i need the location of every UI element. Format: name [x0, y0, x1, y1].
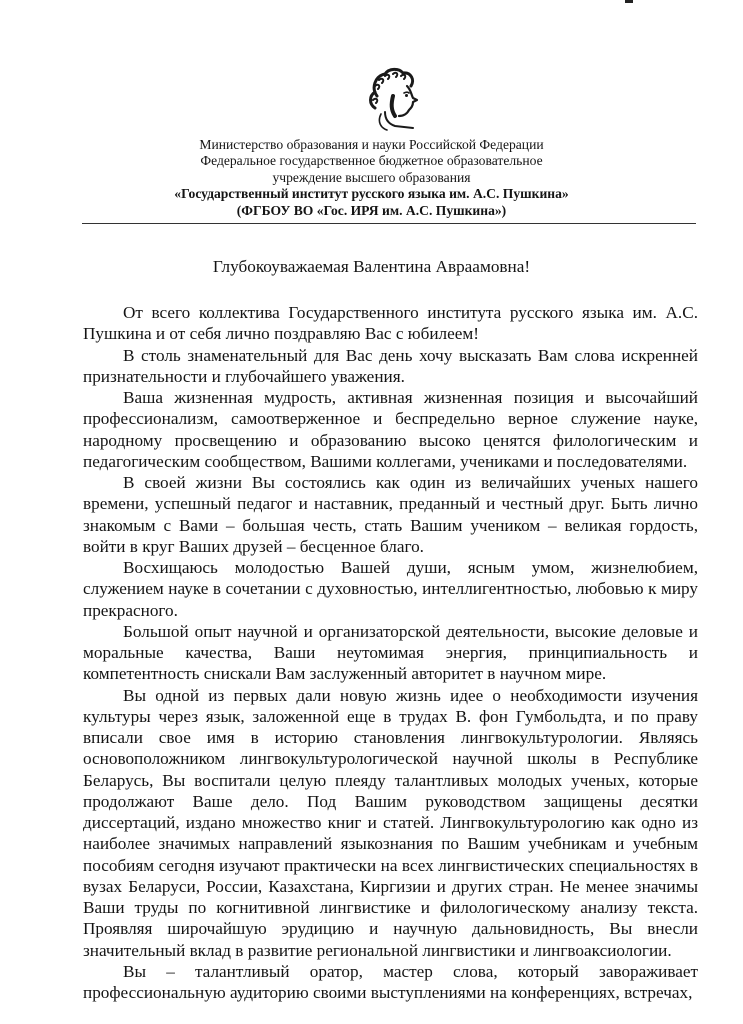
pushkin-portrait-icon [355, 66, 429, 132]
institution-name: «Государственный институт русского языка им. А.С. Пушкина» [174, 186, 569, 202]
paragraph: В столь знаменательный для Вас день хочу высказать Вам слова искренней признательности и глубочайшего уважения. [83, 345, 698, 386]
paragraph: От всего коллектива Государственного института русского языка им. А.С. Пушкина и от себя лично поздравляю Вас с юбилеем! [83, 303, 698, 344]
paragraph: Восхищаюсь молодостью Вашей души, ясным умом, жизнелюбием, служением науке в сочетании с духовностью, интеллигентностью, любовью к миру прекрасного. [83, 558, 698, 620]
ministry-line: Министерство образования и науки Российской Федерации [199, 137, 544, 152]
letter-body [83, 302, 698, 1003]
paragraph: Вы – талантливый оратор, мастер слова, который завораживает профессиональную аудиторию своими выступлениями на конференциях, встречах, [83, 961, 698, 1002]
institution-type-line-2: учреждение высшего образования [272, 169, 471, 185]
scan-corner-mark [625, 0, 633, 3]
institution-header [60, 137, 683, 219]
paragraph: Вы одной из первых дали новую жизнь идее о необходимости изучения культуры через язык, заложенной еще в трудах В. фон Гумбольдта, и по праву вписали свое имя в историю становления лингвокультурологии. Являясь основоположником лингвокультурологической научной школы в Республике Беларусь, Вы воспитали целую плеяду талантливых молодых ученых, которые продолжают Ваше дело. Под Вашим руководством защищены десятки диссертаций, издано множество книг и статей. Лингвокультурологию как одно из наиболее значимых направлений языкознания по Вашим учебникам и учебным пособиям сегодня изучают практически на всех лингвистических специальностях в вузах Беларуси, России, Казахстана, Киргизии и других стран. Не менее значимы Ваши труды по когнитивной лингвистике и филологическому анализу текста. Проявляя широчайшую эрудицию и научную дальновидность, Вы внесли значительный вклад в развитие региональной лингвистики и лингвоаксиологии. [83, 685, 698, 960]
paragraph: Большой опыт научной и организаторской деятельности, высокие деловые и моральные качества, Ваши неутомимая энергия, принципиальность и компетентность снискали Вам заслуженный авторитет в научном мире. [83, 621, 698, 684]
paragraph: В своей жизни Вы состоялись как один из величайших ученых нашего времени, успешный педагог и наставник, преданный и честный друг. Быть лично знакомым с Вами – большая честь, стать Вашим учеником – великая гордость, войти в круг Ваших друзей – бесценное благо. [83, 473, 698, 556]
institution-type-line: Федеральное государственное бюджетное образовательное [200, 153, 543, 169]
institution-abbreviation: (ФГБОУ ВО «Гос. ИРЯ им. А.С. Пушкина») [236, 202, 507, 218]
header-divider [82, 223, 696, 224]
salutation: Глубокоуважаемая Валентина Авраамовна! [212, 257, 531, 276]
paragraph: Ваша жизненная мудрость, активная жизненная позиция и высочайший профессионализм, самоотверженное и беспредельно верное служение науке, народному просвещению и образованию высоко ценятся филологическим и педагогическим сообществом, Вашими коллегами, учениками и последователями. [83, 388, 698, 471]
